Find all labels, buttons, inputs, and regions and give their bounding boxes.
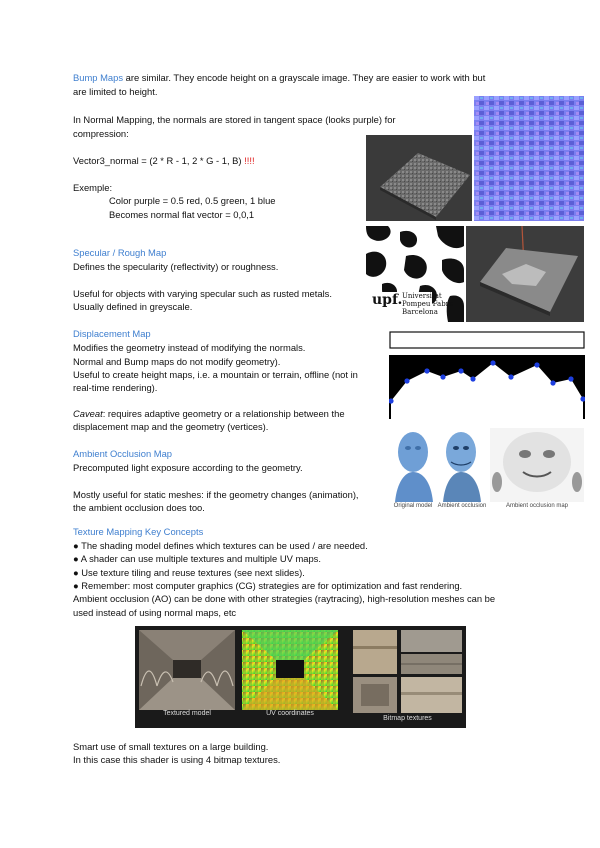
specular-noise-map: [366, 226, 464, 322]
displacement-line2: Normal and Bump maps do not modify geometry).: [73, 356, 281, 367]
displacement-diagram: [389, 331, 585, 419]
ao-line2: Mostly useful for static meshes: if the geometry changes (animation),: [73, 489, 359, 500]
specular-title: Specular / Rough Map: [73, 247, 167, 258]
normal-map-texture: [474, 96, 584, 221]
example-line1: Color purple = 0.5 red, 0.5 green, 1 blue: [109, 195, 276, 206]
ao-caption-map: Ambient occlusion map: [505, 503, 569, 509]
ao-title: Ambient Occlusion Map: [73, 448, 173, 459]
concepts-bullet-4: ● Remember: most computer graphics (CG) strategies are for optimization and fast rendering.: [73, 580, 463, 591]
ao-caption-ao: Ambient occlusion: [437, 503, 487, 509]
fig-caption-bitmaps: Bitmap textures: [383, 715, 432, 722]
fig-caption-uv: UV coordinates: [266, 710, 314, 717]
formula-exclaim: !!!!: [244, 155, 255, 166]
displacement-line6: displacement map and the geometry (vertices).: [73, 421, 269, 432]
displacement-line4: real-time rendering).: [73, 382, 158, 393]
bump-intro-line1: Bump Maps are similar. They encode height on a grayscale image. They are easier to work with but: [73, 72, 486, 83]
concepts-bullet-2: ● A shader can use multiple textures and multiple UV maps.: [73, 553, 321, 564]
specular-line3: Usually defined in greyscale.: [73, 301, 193, 312]
displacement-line3: Useful to create height maps, i.e. a mountain or terrain, offline (not in: [73, 369, 358, 380]
ao-heads-figure: [389, 426, 585, 512]
displacement-title: Displacement Map: [73, 328, 151, 339]
concepts-ao-line2: used instead of using normal maps, etc: [73, 607, 237, 618]
example-line2: Becomes normal flat vector = 0,0,1: [109, 209, 255, 220]
ao-line3: the ambient occlusion does too.: [73, 502, 205, 513]
bump-plane-render: [366, 135, 472, 221]
specular-plane-render: [466, 226, 584, 322]
example-label: Exemple:: [73, 182, 113, 193]
concepts-ao-line1: Ambient occlusion (AO) can be done with other strategies (raytracing), high-resolution meshes can be: [73, 593, 496, 604]
concepts-title: Texture Mapping Key Concepts: [73, 526, 204, 537]
upf-logo-mark: upf.: [372, 292, 403, 308]
fig-caption-textured: Textured model: [163, 710, 211, 717]
footer-line2: In this case this shader is using 4 bitmap textures.: [73, 754, 281, 765]
displacement-line1: Modifies the geometry instead of modifying the normals.: [73, 342, 306, 353]
specular-line1: Defines the specularity (reflectivity) or roughness.: [73, 261, 279, 272]
displacement-caveat: Caveat: requires adaptive geometry or a relationship between the: [73, 408, 345, 419]
bump-intro-line2: are limited to height.: [73, 86, 158, 97]
specular-line2: Useful for objects with varying specular such as rusted metals.: [73, 288, 332, 299]
normal-formula: Vector3_normal = (2 * R - 1, 2 * G - 1, B) !!!!: [73, 155, 255, 166]
footer-line1: Smart use of small textures on a large building.: [73, 741, 269, 752]
texture-mapping-figure: [135, 626, 466, 728]
ao-caption-original: Original model: [393, 503, 433, 509]
upf-logo-text: Universitat Pompeu Fabra Barcelona: [402, 292, 454, 316]
concepts-bullet-3: ● Use texture tiling and reuse textures (see next slides).: [73, 567, 305, 578]
ao-line1: Precomputed light exposure according to the geometry.: [73, 462, 303, 473]
normal-intro-line1: In Normal Mapping, the normals are stored in tangent space (looks purple) for: [73, 114, 396, 125]
concepts-bullet-1: ● The shading model defines which textures can be used / are needed.: [73, 540, 368, 551]
bump-maps-term: Bump Maps: [73, 72, 124, 83]
normal-intro-line2: compression:: [73, 128, 129, 139]
